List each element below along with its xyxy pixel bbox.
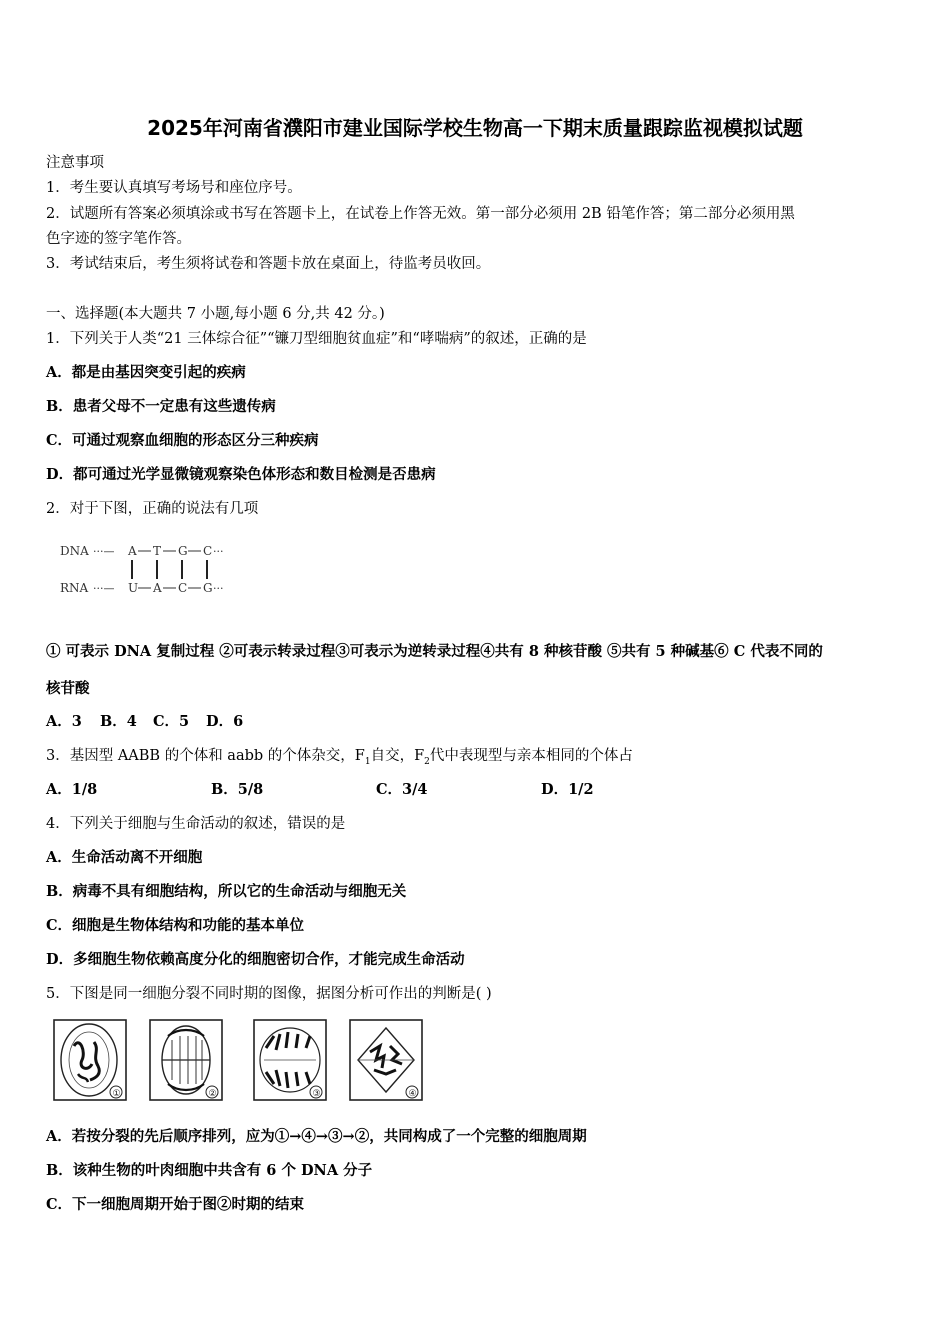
- question-5-stem: 5．下图是同一细胞分裂不同时期的图像，据图分析可作出的判断是( ): [46, 986, 492, 1002]
- dna-rna-diagram: [60, 538, 240, 600]
- q3-option-d: D．1/2: [541, 781, 594, 798]
- dna-rna-figure: [60, 538, 240, 600]
- q2-option-c: C．5: [153, 713, 190, 730]
- cell-panel-2: [150, 1020, 222, 1100]
- dna-base: T: [153, 544, 162, 558]
- dna-dots: ···—: [93, 545, 115, 558]
- q5-option-b: B．该种生物的叶肉细胞中共含有 6 个 DNA 分子: [46, 1162, 373, 1179]
- q4-option-a: A．生命活动离不开细胞: [46, 849, 203, 866]
- panel-label: ②: [208, 1089, 217, 1099]
- rna-dots: ···—: [93, 582, 115, 595]
- rna-base: A: [153, 581, 162, 595]
- notice-item: 2．试题所有答案必须填涂或书写在答题卡上，在试卷上作答无效。第一部分必须用 2B 铅笔作答；第二部分必须用黑: [46, 206, 795, 222]
- dna-base: G: [178, 544, 188, 558]
- q4-option-b: B．病毒不具有细胞结构，所以它的生命活动与细胞无关: [46, 883, 407, 900]
- dna-base: A: [128, 544, 137, 558]
- q3-stem-part: 代中表现型与亲本相同的个体占: [429, 748, 633, 764]
- q1-option-c: C．可通过观察血细胞的形态区分三种疾病: [46, 432, 319, 449]
- notice-heading: 注意事项: [46, 155, 104, 171]
- notice-item: 1．考生要认真填写考场号和座位序号。: [46, 180, 302, 196]
- q1-option-a: A．都是由基因突变引起的疾病: [46, 364, 246, 381]
- section-heading: 一、选择题(本大题共 7 小题,每小题 6 分,共 42 分。): [46, 306, 385, 322]
- q4-option-c: C．细胞是生物体结构和功能的基本单位: [46, 917, 305, 934]
- q1-option-b: B．患者父母不一定患有这些遗传病: [46, 398, 276, 415]
- question-2-stem: 2．对于下图，正确的说法有几项: [46, 501, 259, 517]
- subscript: 1: [364, 756, 371, 767]
- cell-division-figure: [52, 1016, 432, 1104]
- dna-dots-end: ···: [213, 545, 224, 558]
- q2-statements-line2: 核苷酸: [46, 680, 90, 697]
- question-3-stem: [46, 744, 633, 767]
- cell-panel-4: [350, 1020, 422, 1100]
- cell-panel-1: [54, 1020, 126, 1100]
- cell-division-images: [52, 1016, 432, 1104]
- q3-option-b: B．5/8: [211, 781, 264, 798]
- q2-statements-line1: ① 可表示 DNA 复制过程 ②可表示转录过程③可表示为逆转录过程④共有 8 种核苷酸 ⑤共有 5 种碱基⑥ C 代表不同的: [46, 643, 823, 660]
- q2-option-b: B．4: [100, 713, 137, 730]
- q4-option-d: D．多细胞生物依赖高度分化的细胞密切合作，才能完成生命活动: [46, 951, 465, 968]
- dna-label: DNA: [60, 544, 89, 558]
- subscript: 2: [424, 756, 430, 767]
- panel-label: ①: [112, 1089, 121, 1099]
- dna-base: C: [203, 544, 213, 558]
- rna-label: RNA: [60, 581, 89, 595]
- q1-option-d: D．都可通过光学显微镜观察染色体形态和数目检测是否患病: [46, 466, 436, 483]
- page-title: 2025年河南省濮阳市建业国际学校生物高一下期末质量跟踪监视模拟试题: [147, 116, 803, 140]
- q5-option-a: A．若按分裂的先后顺序排列，应为①→④→③→②，共同构成了一个完整的细胞周期: [46, 1128, 587, 1145]
- q3-stem-part: 自交，F: [370, 748, 425, 764]
- notice-item: 3．考试结束后，考生须将试卷和答题卡放在桌面上，待监考员收回。: [46, 256, 491, 272]
- cell-panel-3: [254, 1020, 326, 1100]
- q3-option-a: A．1/8: [46, 781, 98, 798]
- question-1-stem: 1．下列关于人类“21 三体综合征”“镰刀型细胞贫血症”和“哮喘病”的叙述，正确的是: [46, 331, 587, 347]
- rna-base: G: [203, 581, 213, 595]
- q3-stem-part: 3．基因型 AABB 的个体和 aabb 的个体杂交，F: [46, 748, 365, 764]
- q5-option-c: C．下一细胞周期开始于图②时期的结束: [46, 1196, 305, 1213]
- notice-item: 色字迹的签字笔作答。: [46, 231, 191, 247]
- panel-label: ③: [312, 1089, 321, 1099]
- rna-dots-end: ···: [213, 582, 224, 595]
- q2-option-a: A．3: [46, 713, 82, 730]
- q3-option-c: C．3/4: [376, 781, 428, 798]
- rna-base: C: [178, 581, 188, 595]
- panel-label: ④: [408, 1089, 417, 1099]
- q2-option-d: D．6: [206, 713, 244, 730]
- question-4-stem: 4．下列关于细胞与生命活动的叙述，错误的是: [46, 816, 346, 832]
- rna-base: U: [128, 581, 139, 595]
